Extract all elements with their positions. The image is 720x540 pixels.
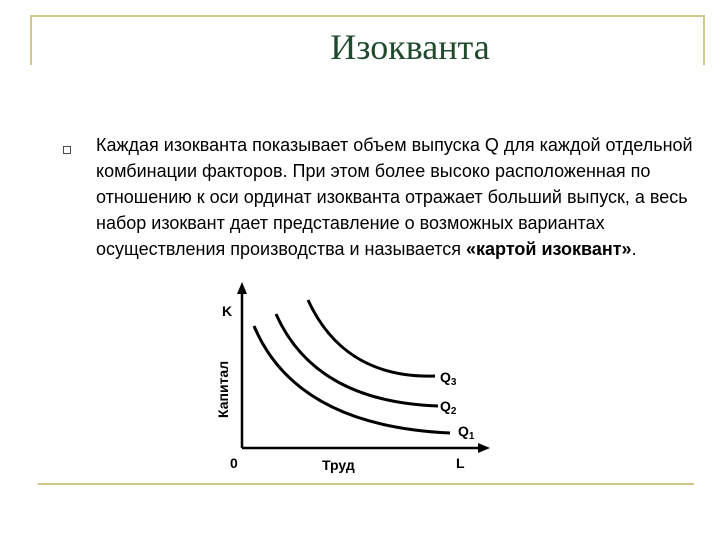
text-end: . [631, 239, 637, 259]
curve-label-q2 [440, 398, 457, 417]
x-axis-arrow [478, 443, 490, 453]
curve-label-q3 [440, 369, 457, 388]
bullet-text [96, 132, 696, 262]
frame-top-line [30, 15, 705, 17]
curve-label-q1-name: Q [458, 423, 469, 439]
bullet-square-icon [63, 146, 71, 154]
origin-label: 0 [230, 455, 238, 471]
y-axis-label: Капитал [215, 360, 231, 418]
text-bold-term: «картой изоквант» [466, 239, 632, 259]
isoquant-curve-q1 [254, 326, 450, 433]
curve-label-q1 [458, 423, 475, 442]
y-axis-letter: K [222, 303, 233, 319]
frame-right-line [703, 15, 705, 65]
isoquant-curve-q3 [308, 300, 435, 376]
slide-title: Изокванта [330, 27, 490, 67]
curve-label-q2-sub: 2 [450, 406, 457, 417]
x-axis-letter: L [456, 455, 465, 471]
frame-bottom-line [38, 483, 694, 485]
curve-label-q1-sub: 1 [468, 431, 475, 442]
y-axis-arrow [237, 282, 247, 294]
curve-label-q3-sub: 3 [450, 377, 457, 388]
isoquant-map-diagram [200, 278, 500, 478]
isoquant-curve-q2 [276, 314, 438, 406]
text-plain: Каждая изокванта показывает объем выпуска Q для каждой отдельной комбинации факторов. При этом более высоко расположенная по отношению к оси ординат изокванта отражает больший выпуск, а весь набор изоквант дает представление о возможных вариантах осуществления производства и называется [96, 135, 693, 259]
curve-label-q2-name: Q [440, 398, 451, 414]
x-axis-label: Труд [322, 457, 355, 473]
curve-label-q3-name: Q [440, 369, 451, 385]
